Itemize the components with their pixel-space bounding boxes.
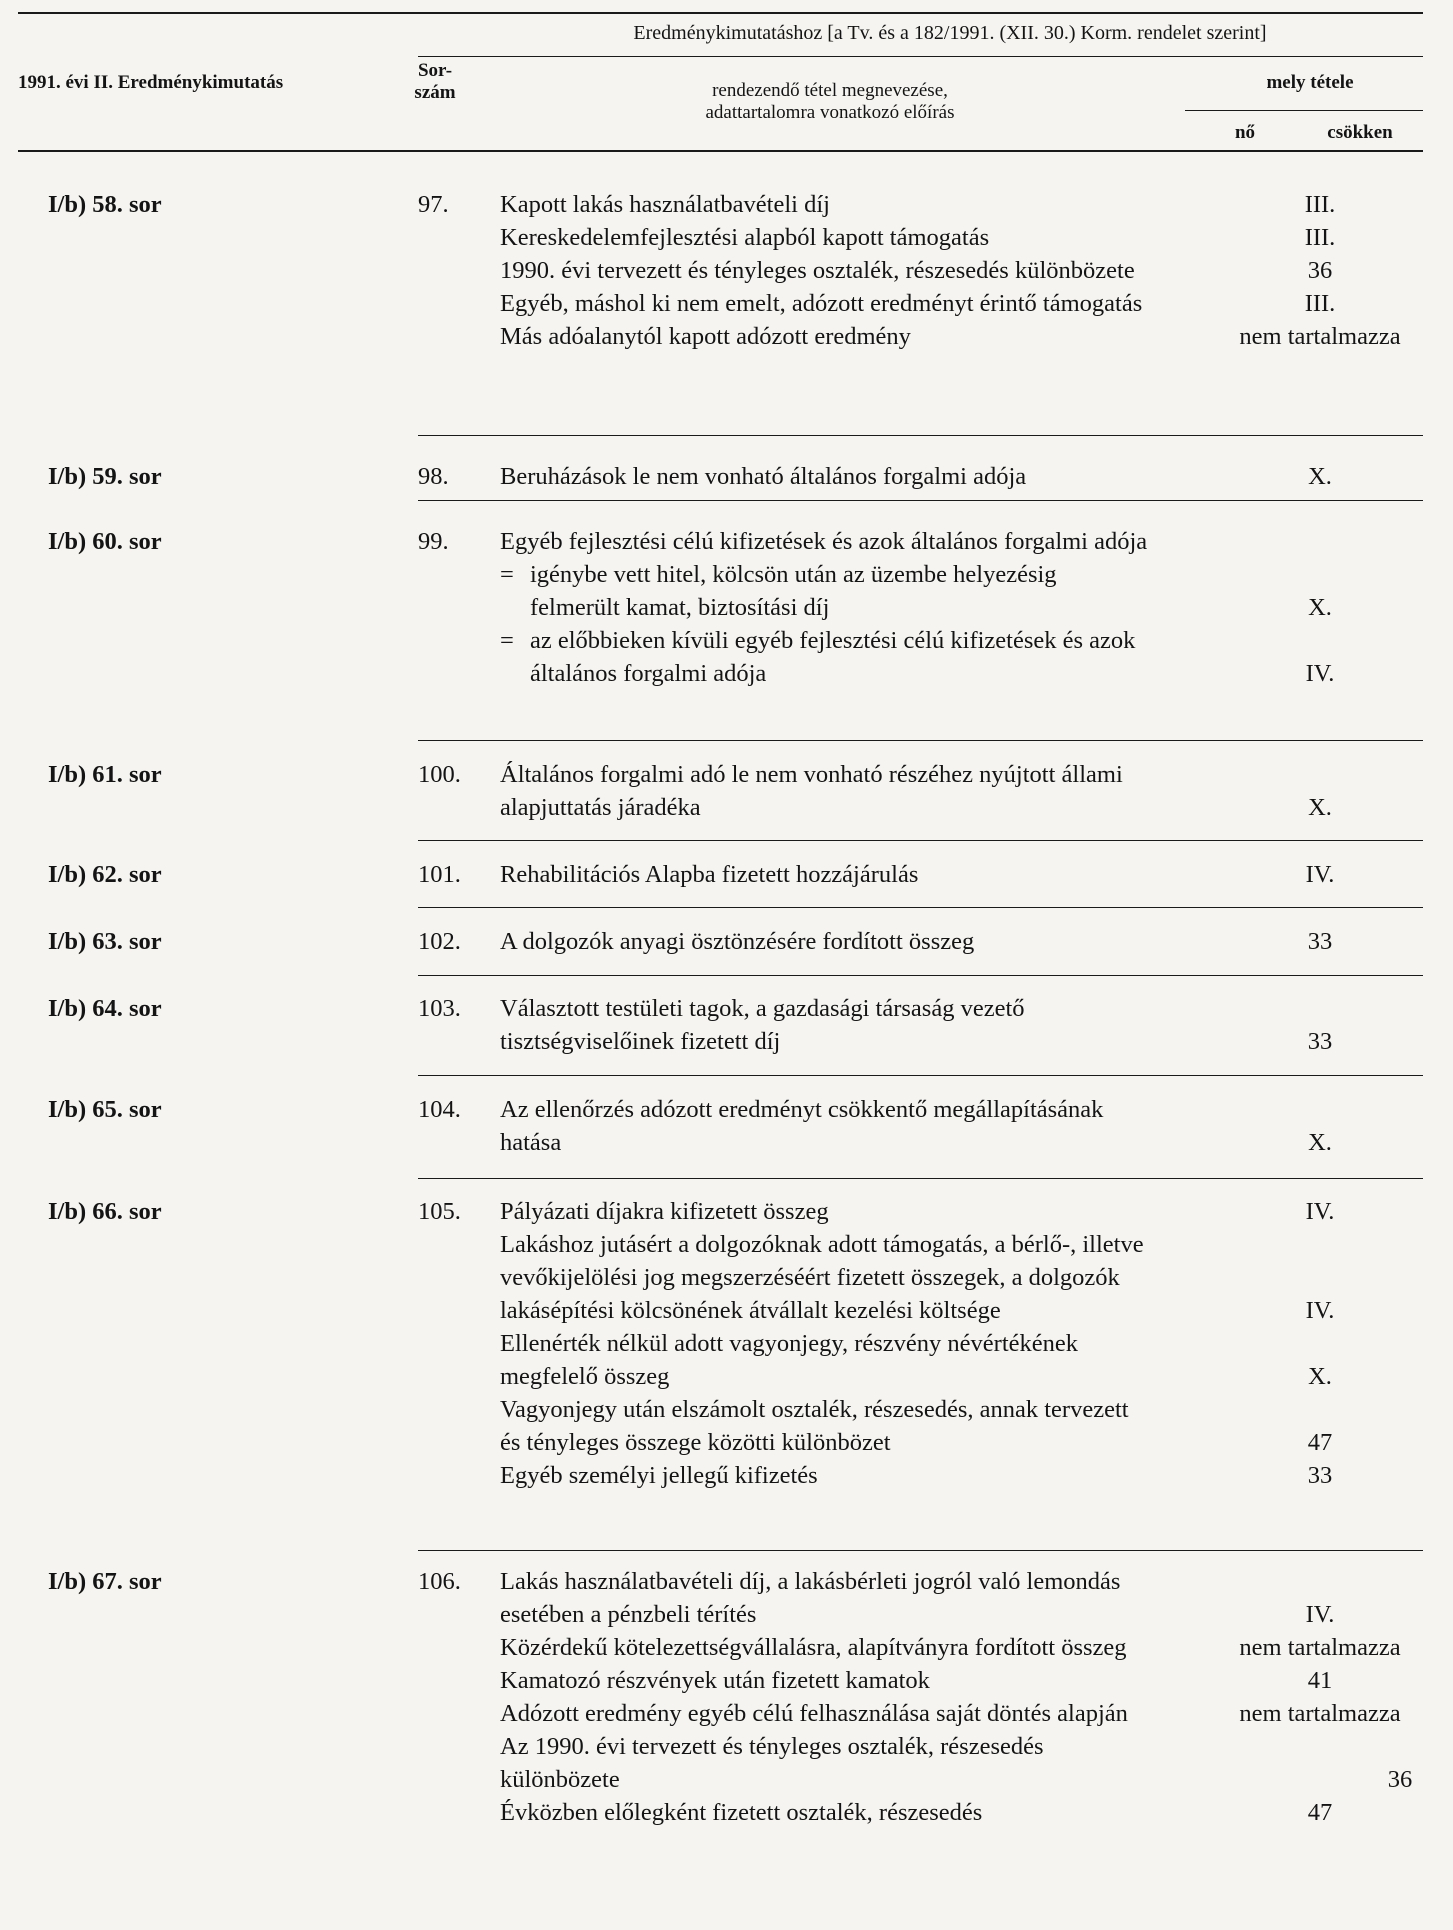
- list-item: [500, 460, 1332, 493]
- row-items: [500, 992, 1333, 1058]
- row-1991-reference: I/b) 65. sor: [48, 1096, 162, 1123]
- item-text: Évközben előlegként fizetett osztalék, részesedés: [500, 1799, 983, 1826]
- item-description: [500, 1796, 1150, 1829]
- item-reference: 47: [1307, 1429, 1333, 1456]
- item-text: az előbbieken kívüli egyéb fejlesztési célú kifizetések és azok általános forgalmi adója: [530, 627, 1136, 687]
- item-reference: X.: [1308, 794, 1332, 821]
- item-text: Egyéb fejlesztési célú kifizetések és azok általános forgalmi adója: [500, 528, 1148, 555]
- item-description: [500, 525, 1150, 558]
- header-subrule: [418, 56, 1423, 57]
- item-text: Lakás használatbavételi díj, a lakásbérleti jogról való lemondás esetében a pénzbeli térítés: [500, 1568, 1121, 1628]
- list-item: [500, 1093, 1332, 1159]
- list-item: [500, 1796, 1333, 1829]
- item-reference: X.: [1308, 1363, 1332, 1390]
- row-items: [500, 758, 1332, 824]
- list-item: [500, 287, 1336, 320]
- list-item: [500, 1565, 1335, 1631]
- item-text: Lakáshoz jutásért a dolgozóknak adott támogatás, a bérlő-, illetve vevőkijelölési jog megszerzéséért fizetett összegek, a dolgozók lakásépítési kölcsönének átvállalt kezelési költsége: [500, 1231, 1144, 1324]
- item-text: Más adóalanytól kapott adózott eredmény: [500, 323, 911, 350]
- item-description: [500, 558, 1140, 624]
- list-item: [500, 1393, 1333, 1459]
- list-item: [500, 858, 1335, 891]
- item-reference: 47: [1307, 1799, 1333, 1826]
- item-text: Egyéb, máshol ki nem emelt, adózott eredményt érintő támogatás: [500, 290, 1143, 317]
- item-reference: 36: [1307, 257, 1333, 284]
- item-text: Közérdekű kötelezettségvállalásra, alapítványra fordított összeg: [500, 1634, 1127, 1661]
- row-1991-reference: I/b) 64. sor: [48, 995, 162, 1022]
- list-item: [500, 254, 1333, 287]
- row-1991-reference: I/b) 60. sor: [48, 528, 162, 555]
- mely-subrule: [1185, 110, 1423, 111]
- list-item: [500, 221, 1336, 254]
- item-reference: X.: [1308, 463, 1332, 490]
- item-description: [500, 624, 1140, 690]
- item-reference: IV.: [1305, 1297, 1335, 1324]
- item-description: [500, 1393, 1150, 1459]
- list-item: [500, 320, 1401, 353]
- item-reference: nem tartalmazza: [1239, 1634, 1401, 1661]
- item-reference: IV.: [1305, 1601, 1335, 1628]
- item-description: [500, 758, 1150, 824]
- row-separator: [418, 500, 1423, 501]
- item-prefix: =: [500, 561, 514, 588]
- row-1991-reference: I/b) 67. sor: [48, 1568, 162, 1595]
- row-items: [500, 525, 1335, 690]
- row-1991-reference: I/b) 63. sor: [48, 928, 162, 955]
- item-text: Egyéb személyi jellegű kifizetés: [500, 1462, 818, 1489]
- row-items: [500, 1093, 1332, 1159]
- row-separator: [418, 1075, 1423, 1076]
- row-1991-reference: I/b) 59. sor: [48, 463, 162, 490]
- item-reference: III.: [1304, 224, 1336, 251]
- list-item: [500, 188, 1336, 221]
- item-description: [500, 320, 1150, 353]
- list-item: [500, 624, 1335, 690]
- item-reference: IV.: [1305, 1198, 1335, 1225]
- header-title: Eredménykimutatáshoz [a Tv. és a 182/1991. (XII. 30.) Korm. rendelet szerint]: [633, 22, 1267, 44]
- row-separator: [418, 840, 1423, 841]
- row-separator: [418, 1178, 1423, 1179]
- item-description: [500, 1631, 1150, 1664]
- item-prefix: =: [500, 627, 514, 654]
- item-text: Általános forgalmi adó le nem vonható részéhez nyújtott állami alapjuttatás járadéka: [500, 761, 1123, 821]
- item-text: Beruházások le nem vonható általános forgalmi adója: [500, 463, 1027, 490]
- list-item: [500, 1631, 1401, 1664]
- item-description: [500, 287, 1150, 320]
- list-item: [500, 1195, 1335, 1228]
- row-sorszam: 101.: [418, 861, 461, 888]
- row-1991-reference: I/b) 62. sor: [48, 861, 162, 888]
- item-description: [500, 1327, 1150, 1393]
- item-reference: 33: [1307, 928, 1333, 955]
- list-item: [500, 1459, 1333, 1492]
- header-col-sorszam: Sor- szám: [414, 60, 456, 103]
- item-description: [500, 1730, 1150, 1796]
- row-sorszam: 98.: [418, 463, 449, 490]
- list-item: [500, 525, 1170, 558]
- header-col-rendezendo: rendezendő tétel megnevezése, adattartalomra vonatkozó előírás: [705, 80, 955, 123]
- item-text: Az ellenőrzés adózott eredményt csökkentő megállapításának hatása: [500, 1096, 1104, 1156]
- item-reference: X.: [1308, 594, 1332, 621]
- list-item: [500, 1697, 1401, 1730]
- item-description: [500, 1664, 1150, 1697]
- top-rule: [18, 12, 1423, 14]
- item-description: [500, 221, 1150, 254]
- item-text: Választott testületi tagok, a gazdasági társaság vezető tisztségviselőinek fizetett díj: [500, 995, 1025, 1055]
- item-reference: nem tartalmazza: [1239, 323, 1401, 350]
- item-reference: III.: [1304, 290, 1336, 317]
- item-text: igénybe vett hitel, kölcsön után az üzembe helyezésig felmerült kamat, biztosítási díj: [530, 561, 1057, 621]
- list-item: [500, 1730, 1413, 1796]
- item-description: [500, 1565, 1150, 1631]
- row-sorszam: 99.: [418, 528, 449, 555]
- item-text: 1990. évi tervezett és tényleges osztalék, részesedés különbözete: [500, 257, 1135, 284]
- header-col-1991: 1991. évi II. Eredménykimutatás: [18, 72, 284, 93]
- header-col-mely: mely tétele: [1266, 72, 1354, 93]
- item-description: [500, 1459, 1150, 1492]
- row-1991-reference: I/b) 61. sor: [48, 761, 162, 788]
- item-reference: X.: [1308, 1129, 1332, 1156]
- row-separator: [418, 907, 1423, 908]
- item-description: [500, 858, 1150, 891]
- list-item: [500, 1228, 1335, 1327]
- row-items: [500, 925, 1333, 958]
- item-text: Az 1990. évi tervezett és tényleges osztalék, részesedés különbözete: [500, 1733, 1044, 1793]
- row-separator: [418, 1550, 1423, 1551]
- item-text: Rehabilitációs Alapba fizetett hozzájárulás: [500, 861, 919, 888]
- list-item: [500, 1664, 1333, 1697]
- row-sorszam: 97.: [418, 191, 449, 218]
- row-sorszam: 100.: [418, 761, 461, 788]
- row-1991-reference: I/b) 58. sor: [48, 191, 162, 218]
- item-text: Pályázati díjakra kifizetett összeg: [500, 1198, 829, 1225]
- item-text: Vagyonjegy után elszámolt osztalék, részesedés, annak tervezett és tényleges összege közötti különbözet: [500, 1396, 1129, 1456]
- list-item: [500, 925, 1333, 958]
- row-items: [500, 1565, 1413, 1829]
- item-reference: 33: [1307, 1028, 1333, 1055]
- row-sorszam: 106.: [418, 1568, 461, 1595]
- row-separator: [418, 975, 1423, 976]
- item-description: [500, 1228, 1150, 1327]
- item-description: [500, 925, 1150, 958]
- item-reference: nem tartalmazza: [1239, 1700, 1401, 1727]
- list-item: [500, 992, 1333, 1058]
- row-items: [500, 1195, 1335, 1492]
- list-item: [500, 558, 1332, 624]
- header-bottom-rule: [18, 150, 1423, 152]
- item-reference: 36: [1387, 1766, 1413, 1793]
- item-description: [500, 254, 1150, 287]
- row-1991-reference: I/b) 66. sor: [48, 1198, 162, 1225]
- item-text: Kamatozó részvények után fizetett kamatok: [500, 1667, 930, 1694]
- list-item: [500, 1327, 1332, 1393]
- item-reference: IV.: [1305, 660, 1335, 687]
- item-description: [500, 188, 1150, 221]
- row-items: [500, 460, 1332, 493]
- row-sorszam: 103.: [418, 995, 461, 1022]
- row-sorszam: 104.: [418, 1096, 461, 1123]
- item-description: [500, 1093, 1150, 1159]
- item-text: Kapott lakás használatbavételi díj: [500, 191, 830, 218]
- item-description: [500, 460, 1150, 493]
- item-description: [500, 992, 1150, 1058]
- item-reference: 41: [1307, 1667, 1333, 1694]
- item-text: Kereskedelemfejlesztési alapból kapott támogatás: [500, 224, 990, 251]
- row-separator: [418, 435, 1423, 436]
- row-separator: [418, 740, 1423, 741]
- row-items: [500, 858, 1335, 891]
- item-text: Ellenérték nélkül adott vagyonjegy, részvény névértékének megfelelő összeg: [500, 1330, 1079, 1390]
- item-description: [500, 1697, 1150, 1730]
- item-text: A dolgozók anyagi ösztönzésére fordított összeg: [500, 928, 975, 955]
- row-sorszam: 105.: [418, 1198, 461, 1225]
- item-text: Adózott eredmény egyéb célú felhasználása saját döntés alapján: [500, 1700, 1128, 1727]
- row-sorszam: 102.: [418, 928, 461, 955]
- item-reference: IV.: [1305, 861, 1335, 888]
- row-items: [500, 188, 1401, 353]
- header-col-no: nő: [1234, 122, 1256, 143]
- header-col-csokken: csökken: [1327, 122, 1393, 143]
- list-item: [500, 758, 1332, 824]
- item-reference: III.: [1304, 191, 1336, 218]
- item-reference: 33: [1307, 1462, 1333, 1489]
- item-description: [500, 1195, 1150, 1228]
